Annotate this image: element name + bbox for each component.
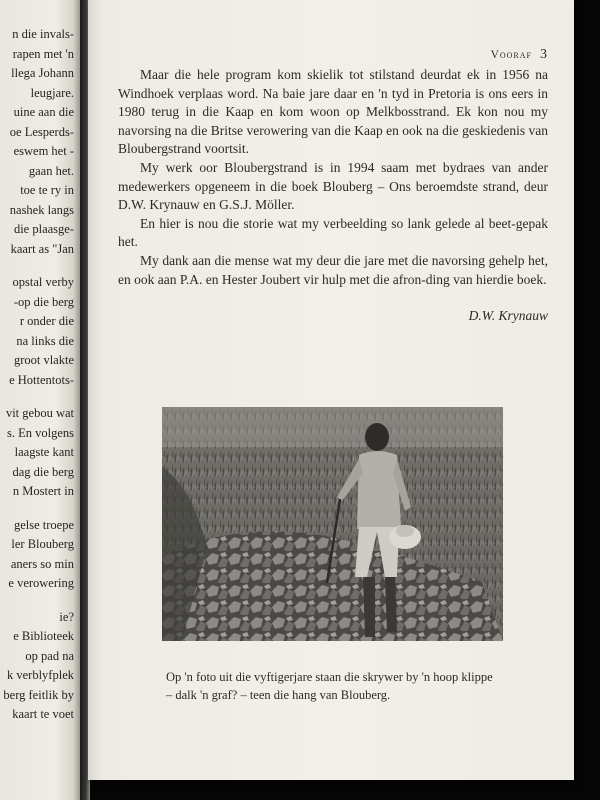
left-page-line: e Biblioteek bbox=[13, 629, 74, 643]
left-page-line: -op die berg bbox=[13, 294, 74, 309]
left-page-line: r onder die bbox=[19, 314, 74, 328]
left-page-line: ler Blouberg bbox=[11, 537, 74, 551]
left-page-line: s. En volgens bbox=[6, 425, 74, 440]
left-page-line: oe Lesperds- bbox=[9, 124, 74, 139]
photo-author-at-rock-pile bbox=[162, 407, 503, 641]
left-page-line: gaan het. bbox=[28, 163, 74, 178]
photo-image bbox=[162, 407, 503, 641]
left-page-line: toe te ry in bbox=[20, 183, 74, 197]
left-page-line: groot vlakte bbox=[13, 353, 74, 367]
left-facing-page bbox=[0, 0, 80, 800]
left-page-line: eswem het - bbox=[13, 144, 74, 158]
paragraph: My dank aan die mense wat my deur die jare met die navorsing gehelp het, en ook aan P.A. en Hester Joubert vir hulp met die afron-ding van hierdie boek. bbox=[118, 252, 548, 287]
left-page-line: berg feitlik by bbox=[3, 687, 74, 702]
left-page-line: e verowering bbox=[8, 576, 74, 590]
body-text bbox=[118, 66, 548, 289]
left-page-line: e Hottentots- bbox=[9, 372, 74, 387]
left-page-line: dag die berg bbox=[12, 464, 74, 479]
left-page-line: gelse troepe bbox=[13, 517, 74, 532]
right-page bbox=[88, 0, 574, 780]
left-page-line: vit gebou wat bbox=[5, 406, 74, 420]
left-page-line: aners so min bbox=[10, 556, 74, 571]
left-page-line: leugjare. bbox=[30, 85, 74, 100]
paragraph: En hier is nou die storie wat my verbeelding so lank gelede al beet-gepak het. bbox=[118, 215, 548, 250]
left-page-line: rapen met 'n bbox=[12, 46, 74, 61]
left-page-line: llega Johann bbox=[11, 66, 74, 80]
left-page-line: k verblyfplek bbox=[7, 668, 74, 682]
left-page-line: kaart as "Jan bbox=[10, 241, 74, 256]
left-page-line: laagste kant bbox=[14, 445, 74, 459]
left-page-line: ie? bbox=[59, 609, 74, 624]
paragraph: Maar die hele program kom skielik tot stilstand deurdat ek in 1956 na Windhoek verplaas word. Na baie jare daar en 'n tyd in Pretoria is ons eers in 1980 terug in die Kaap en kom woon op Melkbosstrand. Ek kon nou my navorsing na die Britse verowering van die Kaap en ook na die geskiedenis van Bloubergstrand voortsit. bbox=[118, 67, 548, 157]
left-page-line: n Mostert in bbox=[12, 484, 74, 498]
left-page-line: op pad na bbox=[25, 648, 74, 663]
left-page-line: kaart te voet bbox=[12, 707, 74, 721]
paragraph: My werk oor Bloubergstrand is in 1994 saam met bydraes van ander medewerkers opgeneem in die boek Blouberg – Ons beroemdste strand, deur D.W. Krynauw en G.S.J. Möller. bbox=[118, 159, 548, 213]
page-number: 3 bbox=[540, 47, 548, 62]
signature: D.W. Krynauw bbox=[468, 308, 548, 323]
running-head-title: Vooraf bbox=[490, 49, 532, 61]
left-page-line: nashek langs bbox=[9, 202, 74, 217]
caption-line: – dalk 'n graf? – teen die hang van Blouberg. bbox=[166, 688, 391, 702]
left-page-line: na links die bbox=[16, 333, 74, 348]
left-page-line: uine aan die bbox=[13, 105, 74, 119]
left-page-line: opstal verby bbox=[12, 275, 74, 289]
photo-caption bbox=[166, 668, 506, 704]
left-page-line: n die invals- bbox=[12, 27, 74, 41]
running-head bbox=[491, 47, 548, 63]
caption-line: Op 'n foto uit die vyftigerjare staan die skrywer by 'n hoop klippe bbox=[166, 670, 493, 684]
left-page-line: die plaasge- bbox=[13, 222, 74, 236]
